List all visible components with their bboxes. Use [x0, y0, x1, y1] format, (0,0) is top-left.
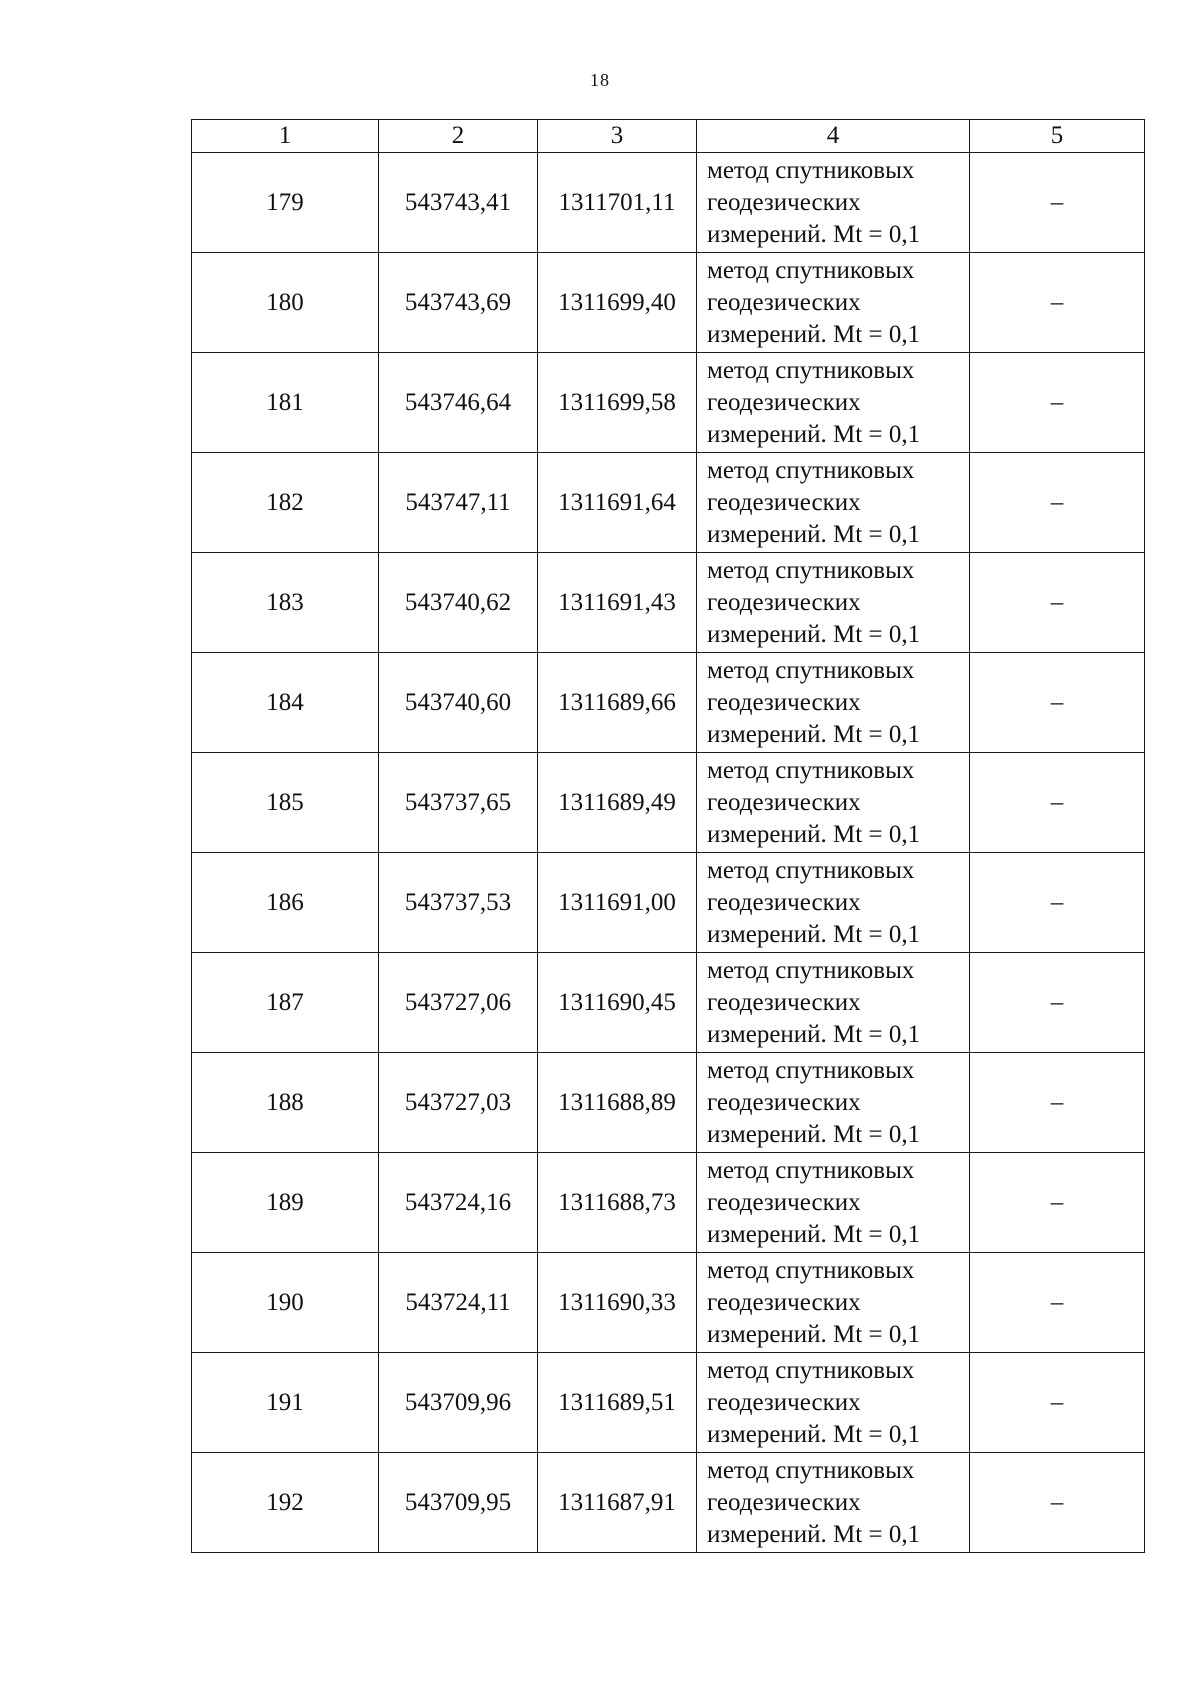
- coordinate-x-cell: 543727,03: [379, 1053, 538, 1153]
- method-cell: [697, 1153, 970, 1253]
- method-line: измерений. Mt = 0,1: [707, 1220, 921, 1248]
- note-cell: –: [970, 153, 1145, 253]
- coordinate-x-cell: 543737,65: [379, 753, 538, 853]
- method-line: геодезических: [707, 288, 861, 316]
- table-body: [192, 153, 1145, 1553]
- note-cell: –: [970, 253, 1145, 353]
- method-cell: [697, 1353, 970, 1453]
- method-line: измерений. Mt = 0,1: [707, 420, 921, 448]
- method-line: метод спутниковых: [707, 1156, 915, 1184]
- method-line: геодезических: [707, 388, 861, 416]
- method-line: метод спутниковых: [707, 456, 915, 484]
- method-line: измерений. Mt = 0,1: [707, 1420, 921, 1448]
- method-line: метод спутниковых: [707, 1456, 915, 1484]
- coordinate-x-cell: 543746,64: [379, 353, 538, 453]
- table-row: [192, 1253, 1145, 1353]
- note-cell: –: [970, 1053, 1145, 1153]
- table-row: [192, 853, 1145, 953]
- method-line: метод спутниковых: [707, 1056, 915, 1084]
- method-line: метод спутниковых: [707, 956, 915, 984]
- coordinate-y-cell: 1311701,11: [538, 153, 697, 253]
- method-cell: [697, 753, 970, 853]
- table-row: [192, 1353, 1145, 1453]
- method-line: измерений. Mt = 0,1: [707, 720, 921, 748]
- method-line: метод спутниковых: [707, 856, 915, 884]
- method-line: измерений. Mt = 0,1: [707, 1020, 921, 1048]
- method-line: измерений. Mt = 0,1: [707, 1120, 921, 1148]
- note-cell: –: [970, 1453, 1145, 1553]
- method-line: метод спутниковых: [707, 1356, 915, 1384]
- table-row: [192, 153, 1145, 253]
- coordinate-x-cell: 543740,60: [379, 653, 538, 753]
- coordinate-y-cell: 1311689,51: [538, 1353, 697, 1453]
- point-number-cell: 192: [192, 1453, 379, 1553]
- method-line: измерений. Mt = 0,1: [707, 220, 921, 248]
- point-number-cell: 188: [192, 1053, 379, 1153]
- method-cell: [697, 453, 970, 553]
- method-line: измерений. Mt = 0,1: [707, 820, 921, 848]
- point-number-cell: 186: [192, 853, 379, 953]
- method-line: измерений. Mt = 0,1: [707, 320, 921, 348]
- coordinate-x-cell: 543747,11: [379, 453, 538, 553]
- method-line: геодезических: [707, 1388, 861, 1416]
- point-number-cell: 189: [192, 1153, 379, 1253]
- method-line: геодезических: [707, 688, 861, 716]
- method-line: измерений. Mt = 0,1: [707, 920, 921, 948]
- column-header-2: 2: [379, 120, 538, 153]
- note-cell: –: [970, 853, 1145, 953]
- coordinate-x-cell: 543743,69: [379, 253, 538, 353]
- coordinate-x-cell: 543740,62: [379, 553, 538, 653]
- method-line: измерений. Mt = 0,1: [707, 1520, 921, 1548]
- point-number-cell: 190: [192, 1253, 379, 1353]
- note-cell: –: [970, 553, 1145, 653]
- table-row: [192, 453, 1145, 553]
- column-header-1: 1: [192, 120, 379, 153]
- method-line: метод спутниковых: [707, 356, 915, 384]
- coordinate-x-cell: 543737,53: [379, 853, 538, 953]
- method-line: геодезических: [707, 888, 861, 916]
- page-number: 18: [590, 70, 610, 90]
- method-line: метод спутниковых: [707, 256, 915, 284]
- point-number-cell: 185: [192, 753, 379, 853]
- note-cell: –: [970, 453, 1145, 553]
- table-row: [192, 253, 1145, 353]
- table-row: [192, 753, 1145, 853]
- method-line: геодезических: [707, 588, 861, 616]
- method-cell: [697, 253, 970, 353]
- table-row: [192, 953, 1145, 1053]
- coordinate-x-cell: 543724,16: [379, 1153, 538, 1253]
- note-cell: –: [970, 753, 1145, 853]
- coordinate-y-cell: 1311689,66: [538, 653, 697, 753]
- point-number-cell: 182: [192, 453, 379, 553]
- method-line: измерений. Mt = 0,1: [707, 520, 921, 548]
- coordinate-y-cell: 1311688,89: [538, 1053, 697, 1153]
- coordinate-x-cell: 543743,41: [379, 153, 538, 253]
- method-cell: [697, 353, 970, 453]
- coordinate-y-cell: 1311689,49: [538, 753, 697, 853]
- coordinate-y-cell: 1311691,64: [538, 453, 697, 553]
- point-number-cell: 191: [192, 1353, 379, 1453]
- method-line: метод спутниковых: [707, 556, 915, 584]
- method-line: геодезических: [707, 1488, 861, 1516]
- column-header-4: 4: [697, 120, 970, 153]
- method-line: геодезических: [707, 1088, 861, 1116]
- method-line: геодезических: [707, 788, 861, 816]
- method-line: метод спутниковых: [707, 1256, 915, 1284]
- method-cell: [697, 653, 970, 753]
- method-cell: [697, 153, 970, 253]
- coordinate-y-cell: 1311687,91: [538, 1453, 697, 1553]
- header-row: [192, 120, 1145, 153]
- method-cell: [697, 553, 970, 653]
- point-number-cell: 181: [192, 353, 379, 453]
- column-header-5: 5: [970, 120, 1145, 153]
- table-row: [192, 1453, 1145, 1553]
- method-line: измерений. Mt = 0,1: [707, 1320, 921, 1348]
- note-cell: –: [970, 1253, 1145, 1353]
- coordinate-x-cell: 543709,96: [379, 1353, 538, 1453]
- table-row: [192, 353, 1145, 453]
- method-line: геодезических: [707, 988, 861, 1016]
- note-cell: –: [970, 953, 1145, 1053]
- method-line: геодезических: [707, 488, 861, 516]
- table-row: [192, 1053, 1145, 1153]
- point-number-cell: 180: [192, 253, 379, 353]
- coordinates-table: [191, 119, 1145, 1553]
- method-cell: [697, 1453, 970, 1553]
- coordinate-x-cell: 543724,11: [379, 1253, 538, 1353]
- note-cell: –: [970, 653, 1145, 753]
- method-cell: [697, 1053, 970, 1153]
- method-line: геодезических: [707, 188, 861, 216]
- coordinate-y-cell: 1311691,43: [538, 553, 697, 653]
- note-cell: –: [970, 353, 1145, 453]
- method-cell: [697, 953, 970, 1053]
- point-number-cell: 179: [192, 153, 379, 253]
- coordinate-y-cell: 1311699,58: [538, 353, 697, 453]
- table-header: [192, 120, 1145, 153]
- coordinate-y-cell: 1311690,33: [538, 1253, 697, 1353]
- note-cell: –: [970, 1153, 1145, 1253]
- method-line: метод спутниковых: [707, 156, 915, 184]
- coordinate-y-cell: 1311690,45: [538, 953, 697, 1053]
- point-number-cell: 187: [192, 953, 379, 1053]
- coordinate-y-cell: 1311691,00: [538, 853, 697, 953]
- column-header-3: 3: [538, 120, 697, 153]
- coordinate-x-cell: 543709,95: [379, 1453, 538, 1553]
- coordinate-y-cell: 1311699,40: [538, 253, 697, 353]
- method-line: геодезических: [707, 1188, 861, 1216]
- point-number-cell: 184: [192, 653, 379, 753]
- method-cell: [697, 1253, 970, 1353]
- method-line: измерений. Mt = 0,1: [707, 620, 921, 648]
- coordinate-y-cell: 1311688,73: [538, 1153, 697, 1253]
- method-line: метод спутниковых: [707, 756, 915, 784]
- method-line: геодезических: [707, 1288, 861, 1316]
- method-line: метод спутниковых: [707, 656, 915, 684]
- table-row: [192, 1153, 1145, 1253]
- note-cell: –: [970, 1353, 1145, 1453]
- table-row: [192, 653, 1145, 753]
- table-row: [192, 553, 1145, 653]
- method-cell: [697, 853, 970, 953]
- point-number-cell: 183: [192, 553, 379, 653]
- coordinate-x-cell: 543727,06: [379, 953, 538, 1053]
